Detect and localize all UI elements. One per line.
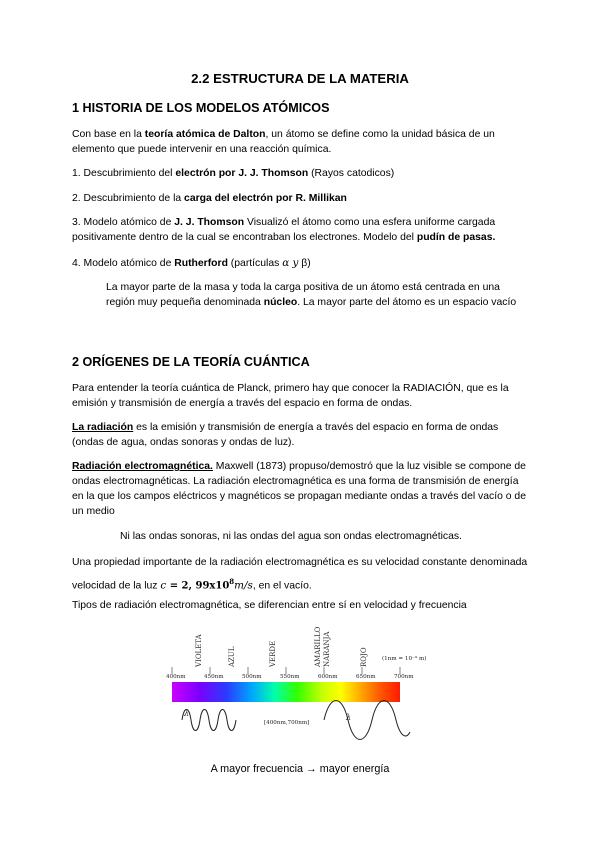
tick-label-650: 650nm [356,674,376,680]
short-wavelength-wave [182,710,236,731]
figure-caption: A mayor frecuencia → mayor energía [210,763,390,775]
list-item-thomson-model: 3. Modelo atómico de J. J. Thomson Visualizó el átomo como una esfera uniforme cargada positivamente dentro de la cual se encontraban los electrones. Modelo del pudín de pasas. [72,217,496,243]
list-item-thomson-electron: 1. Descubrimiento del electrón por J. J. Thomson (Rayos catodicos) [72,168,395,179]
range-note: [400nm,700nm] [264,720,310,726]
planck-intro-paragraph: Para entender la teoría cuántica de Planck, primero hay que conocer la RADIACIÓN, que es la emisión y transmisión de energía a través del espacio en forma de ondas. [72,383,509,409]
color-label-azul: AZUL [228,646,236,667]
nm-unit-note: (1nm = 10⁻⁹ m) [382,656,427,662]
tick-label-500: 500nm [242,674,262,680]
em-radiation-paragraph: Radiación electromagnética. Maxwell (1873) propuso/demostró que la luz visible se compone de ondas electromagnéticas. La radiación electromagnética es una forma de transmisión de energía en la que los campos eléctricos y magnéticos se propagan mediante ondas a través del vacío o de un medio [72,461,526,517]
lambda-short-label: λ [184,709,190,718]
list-item-millikan: 2. Descubrimiento de la carga del electrón por R. Millikan [72,193,347,204]
color-label-rojo: ROJO [360,647,368,667]
color-label-violeta: VIOLETA [195,634,203,667]
long-wavelength-wave [324,701,410,740]
page-title: 2.2 ESTRUCTURA DE LA MATERIA [191,71,409,86]
radiation-definition: La radiación es la emisión y transmisión de energía a través del espacio en forma de ondas (ondas de agua, ondas sonoras y ondas de luz). [72,422,499,448]
color-label-amarillo: AMARILLO [314,626,322,667]
spectrum-color-band [172,682,400,702]
visible-spectrum-figure [160,624,450,754]
tick-label-700: 700nm [394,674,414,680]
color-label-verde: VERDE [269,640,277,667]
spectrum-tick-marks [172,667,400,674]
tick-label-450: 450nm [204,674,224,680]
section-2-heading: 2 ORÍGENES DE LA TEORÍA CUÁNTICA [72,355,310,369]
color-label-naranja: NARANJA [323,631,331,667]
tick-label-400: 400nm [166,674,186,680]
list-item-rutherford: 4. Modelo atómico de Rutherford (partículas α y β) [72,257,311,269]
dalton-paragraph: Con base en la teoría atómica de Dalton, un átomo se define como la unidad básica de un elemento que puede intervenir en una reacción química. [72,129,495,155]
tick-label-600: 600nm [318,674,338,680]
lambda-long-label: λ [346,713,352,722]
tick-label-550: 550nm [280,674,300,680]
em-types-sentence: Tipos de radiación electromagnética, se diferencian entre sí en velocidad y frecuencia [72,600,467,611]
section-1-heading: 1 HISTORIA DE LOS MODELOS ATÓMICOS [72,101,330,115]
rutherford-description: La mayor parte de la masa y toda la carga positiva de un átomo está centrada en una región muy pequeña denominada núcleo. La mayor parte del átomo es un espacio vacío [106,282,517,308]
non-em-waves-note: Ni las ondas sonoras, ni las ondas del agua son ondas electromagnéticas. [120,531,462,542]
speed-of-light-paragraph: Una propiedad importante de la radiación electromagnética es su velocidad constante denominada velocidad de la luz c = 2, $99x10^8m/s$, en el vacío. [72,557,528,592]
